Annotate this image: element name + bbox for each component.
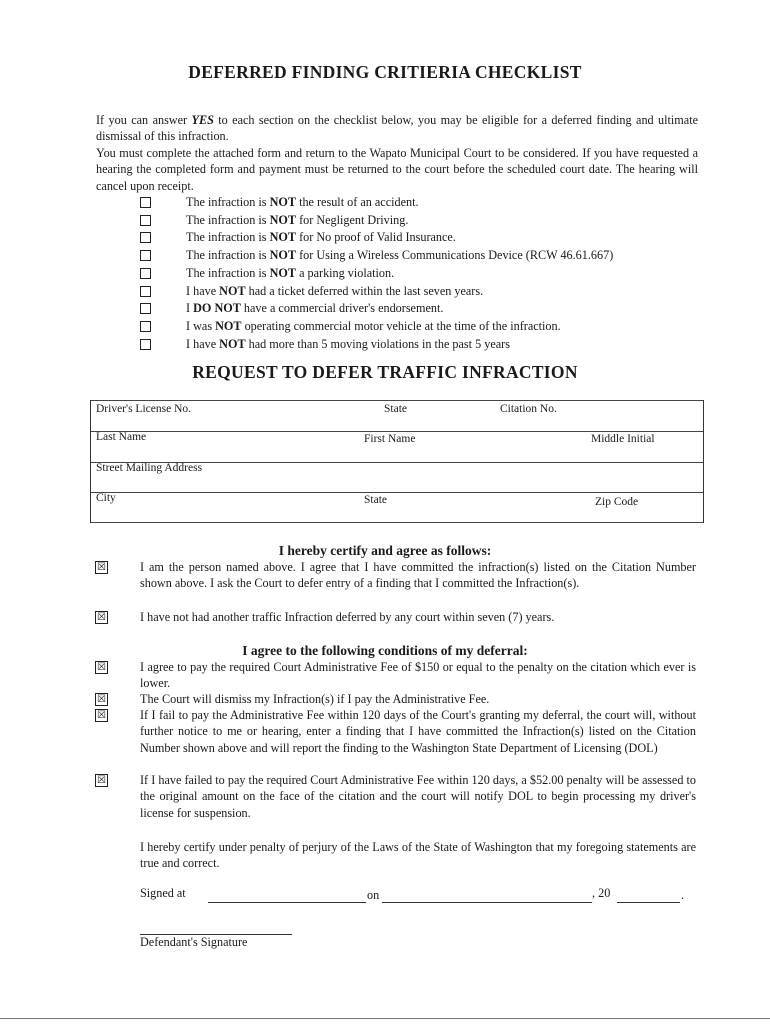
checklist-item-text: I was NOT operating commercial motor vehicle at the time of the infraction. [186, 318, 561, 333]
first-name-field[interactable]: First Name [364, 433, 416, 445]
checklist-checkbox[interactable] [140, 197, 151, 208]
defendant-signature-label: Defendant's Signature [140, 935, 248, 949]
intro-paragraph [96, 112, 698, 145]
certify-checkbox-2[interactable]: ☒ [95, 611, 108, 624]
conditions-heading: I agree to the following conditions of my deferral: [242, 643, 528, 658]
city-field[interactable]: City [96, 492, 116, 504]
request-title: REQUEST TO DEFER TRAFFIC INFRACTION [192, 362, 578, 382]
year-prefix: , 20 [592, 886, 611, 900]
period: . [681, 888, 685, 902]
checklist-checkbox[interactable] [140, 232, 151, 243]
form-line [91, 431, 703, 432]
checklist-checkbox[interactable] [140, 215, 151, 226]
state-field[interactable]: State [364, 494, 387, 506]
form-line [91, 522, 703, 523]
checklist-item-text: The infraction is NOT the result of an accident. [186, 195, 419, 209]
checklist-item-text: The infraction is NOT for No proof of Valid Insurance. [186, 230, 456, 245]
checklist-checkbox[interactable] [140, 339, 151, 350]
street-address-field[interactable]: Street Mailing Address [96, 462, 203, 474]
checklist-checkbox[interactable] [140, 268, 151, 279]
zip-code-field[interactable]: Zip Code [595, 496, 639, 508]
intro-suffix: to each section on the checklist below, you may be eligible for a deferred finding and ultimate dismissal of this infraction. [96, 113, 698, 144]
checklist-item-text: I DO NOT have a commercial driver's endorsement. [186, 301, 444, 316]
checklist-item-text: The infraction is NOT a parking violation. [186, 265, 395, 280]
on-label: on [367, 888, 380, 902]
citation-field[interactable]: Citation No. [500, 403, 557, 415]
checklist-item-text: The infraction is NOT for Negligent Driving. [186, 212, 409, 227]
certify-item-2: I have not had another traffic Infraction deferred by any court within seven (7) years. [140, 610, 555, 624]
condition-checkbox-1[interactable]: ☒ [95, 661, 108, 674]
checklist-item-text: I have NOT had more than 5 moving violations in the past 5 years [186, 336, 510, 351]
condition-item-4: If I have failed to pay the required Court Administrative Fee within 120 days, a $52.00 penalty will be assessed to the original amount on the face of the citation and the court will notify DOL to begin processing my driver's license for suspension. [140, 773, 696, 820]
certify-checkbox-1[interactable]: ☒ [95, 561, 108, 574]
signed-at-label: Signed at [140, 886, 186, 900]
certify-item-1: I am the person named above. I agree that I have committed the infraction(s) listed on the Citation Number shown above. I ask the Court to defer entry of a finding that I committed the Infraction(s). [140, 560, 696, 591]
middle-initial-field[interactable]: Middle Initial [591, 433, 655, 445]
checklist-title: DEFERRED FINDING CRITIERIA CHECKLIST [188, 62, 582, 82]
instructions-paragraph: You must complete the attached form and return to the Wapato Municipal Court to be considered. If you have requested a hearing the completed form and payment must be returned to the court before the scheduled court date. The hearing will cancel upon receipt. [96, 146, 698, 193]
condition-checkbox-3[interactable]: ☒ [95, 709, 108, 722]
checklist-checkbox[interactable] [140, 286, 151, 297]
checklist-checkbox[interactable] [140, 250, 151, 261]
page-bottom-rule [0, 1018, 770, 1019]
checklist-checkbox[interactable] [140, 321, 151, 332]
state-field[interactable]: State [384, 403, 407, 415]
year-field[interactable] [617, 902, 680, 903]
last-name-field[interactable]: Last Name [96, 431, 147, 443]
checklist-item-text: I have NOT had a ticket deferred within the last seven years. [186, 283, 484, 298]
condition-item-1: I agree to pay the required Court Administrative Fee of $150 or equal to the penalty on the citation which ever is lower. [140, 660, 696, 691]
request-form [90, 400, 704, 523]
intro-prefix: If you can answer [96, 113, 192, 127]
certify-heading: I hereby certify and agree as follows: [278, 543, 492, 558]
checklist-checkbox[interactable] [140, 303, 151, 314]
intro-yes: YES [191, 113, 214, 127]
form-line [91, 492, 703, 493]
date-field[interactable] [382, 902, 592, 903]
condition-checkbox-4[interactable]: ☒ [95, 774, 108, 787]
condition-checkbox-2[interactable]: ☒ [95, 693, 108, 706]
checklist-item-text: The infraction is NOT for Using a Wireless Communications Device (RCW 46.61.667) [186, 248, 614, 263]
condition-item-3: If I fail to pay the Administrative Fee within 120 days of the Court's granting my deferral, the court will, without further notice to me or hearing, enter a finding that I have committed the Infraction(s) listed on the Citation Number shown above and will report the finding to the Washington State Department of Licensing (DOL) [140, 708, 696, 755]
drivers-license-field[interactable]: Driver's License No. [96, 403, 191, 415]
condition-item-2: The Court will dismiss my Infraction(s) if I pay the Administrative Fee. [140, 692, 490, 706]
form-line [91, 400, 703, 401]
perjury-declaration: I hereby certify under penalty of perjury of the Laws of the State of Washington that my foregoing statements are true and correct. [140, 840, 696, 871]
signed-at-field[interactable] [208, 902, 366, 903]
